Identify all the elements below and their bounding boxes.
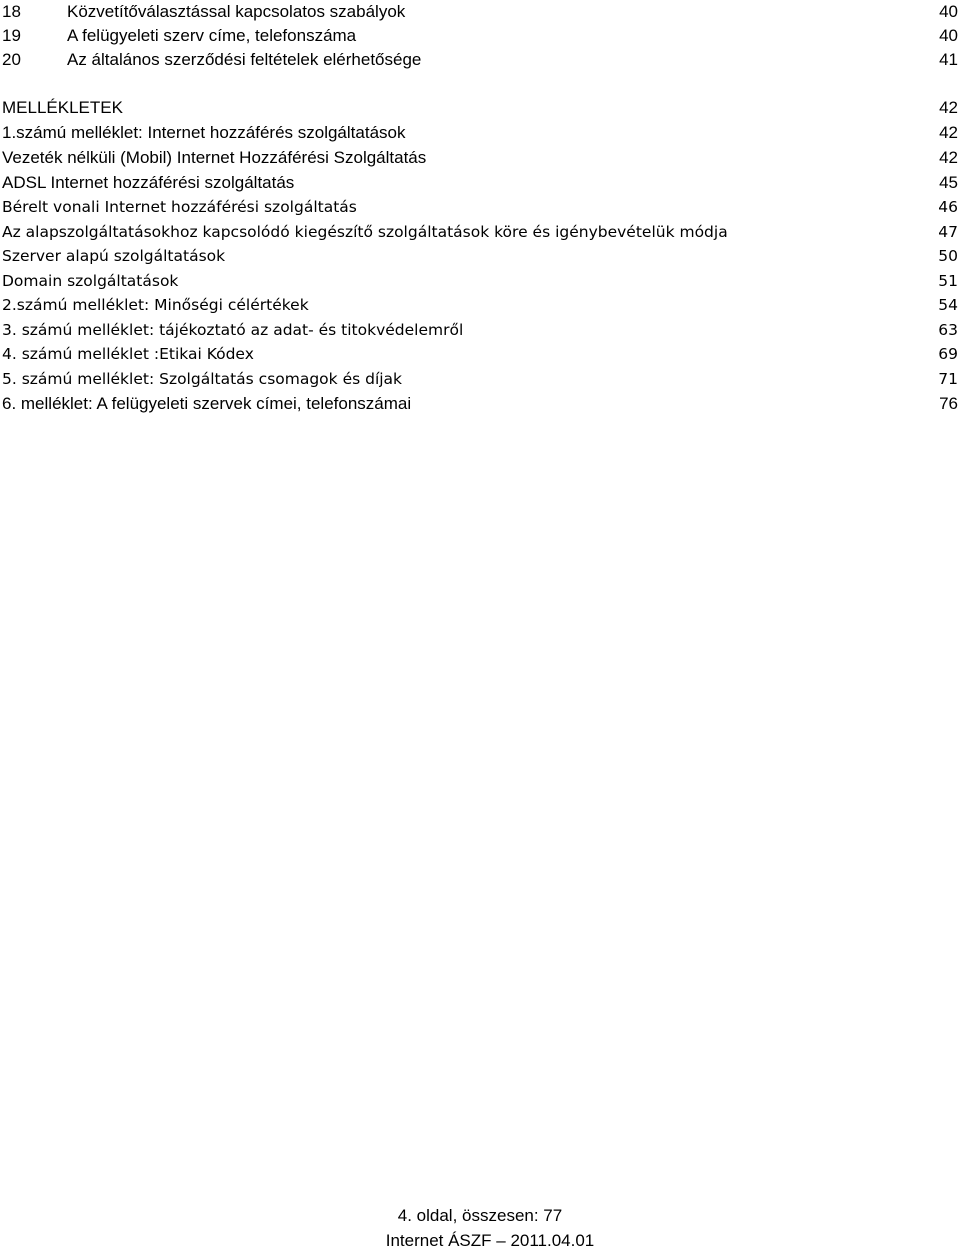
toc-entry[interactable] <box>0 0 960 24</box>
toc-entry-page: 54 <box>938 296 958 314</box>
toc-entry-page: 42 <box>939 148 958 167</box>
toc-entry[interactable] <box>0 24 960 48</box>
toc-entry-number: 19 <box>2 26 21 45</box>
toc-entry[interactable] <box>0 293 960 317</box>
toc-entry-title: ADSL Internet hozzáférési szolgáltatás <box>2 173 295 192</box>
toc-entry-page: 47 <box>938 223 958 241</box>
toc-entry-page: 71 <box>938 370 958 388</box>
toc-entry-page: 40 <box>939 2 958 21</box>
toc-entry[interactable] <box>0 269 960 293</box>
toc-entry-title: MELLÉKLETEK <box>2 98 123 117</box>
toc-entry[interactable] <box>0 392 960 416</box>
toc-entry-page: 51 <box>938 272 958 290</box>
toc-entry-page: 50 <box>938 247 958 265</box>
toc-entry-title: A felügyeleti szerv címe, telefonszáma <box>67 26 357 45</box>
toc-entry-appendix-heading[interactable] <box>0 96 960 120</box>
toc-entry-page: 63 <box>938 321 958 339</box>
toc-entry-page: 42 <box>939 98 958 117</box>
toc-entry[interactable] <box>0 220 960 244</box>
footer-document-info: Internet ÁSZF – 2011.04.01 <box>385 1231 595 1250</box>
toc-entry-page: 46 <box>938 198 958 216</box>
toc-entry[interactable] <box>0 195 960 219</box>
toc-entry-title: Szerver alapú szolgáltatások <box>2 247 226 265</box>
toc-entry[interactable] <box>0 367 960 391</box>
toc-entry[interactable] <box>0 318 960 342</box>
toc-entry-page: 40 <box>939 26 958 45</box>
toc-entry-title: 4. számú melléklet :Etikai Kódex <box>2 345 254 363</box>
toc-entry-page: 41 <box>939 50 958 69</box>
toc-entry-title: Vezeték nélküli (Mobil) Internet Hozzáférési Szolgáltatás <box>2 148 427 167</box>
toc-entry[interactable] <box>0 146 960 170</box>
toc-entry[interactable] <box>0 342 960 366</box>
toc-entry-title: Az alapszolgáltatásokhoz kapcsolódó kiegészítő szolgáltatások köre és igénybevételük módja <box>2 223 728 241</box>
toc-entry[interactable] <box>0 121 960 145</box>
toc-entry[interactable] <box>0 244 960 268</box>
toc-entry-title: 2.számú melléklet: Minőségi célértékek <box>2 296 309 314</box>
toc-entry-page: 69 <box>938 345 958 363</box>
toc-entry-page: 45 <box>939 173 958 192</box>
toc-entry-title: Az általános szerződési feltételek elérhetősége <box>67 50 422 69</box>
toc-entry-title: Közvetítőválasztással kapcsolatos szabályok <box>67 2 406 21</box>
toc-entry-page: 76 <box>939 394 958 413</box>
toc-entry-number: 20 <box>2 50 21 69</box>
toc-entry[interactable] <box>0 171 960 195</box>
toc-entry-page: 42 <box>939 123 958 142</box>
toc-entry-title: Domain szolgáltatások <box>2 272 179 290</box>
footer-page-info: 4. oldal, összesen: 77 <box>397 1206 563 1225</box>
toc-entry-title: 1.számú melléklet: Internet hozzáférés szolgáltatások <box>2 123 406 142</box>
toc-entry-title: 6. melléklet: A felügyeleti szervek címei, telefonszámai <box>2 394 412 413</box>
toc-entry[interactable] <box>0 48 960 72</box>
toc-entry-title: Bérelt vonali Internet hozzáférési szolgáltatás <box>2 198 357 216</box>
toc-entry-number: 18 <box>2 2 21 21</box>
toc-entry-title: 5. számú melléklet: Szolgáltatás csomagok és díjak <box>2 370 403 388</box>
toc-entry-title: 3. számú melléklet: tájékoztató az adat- és titokvédelemről <box>2 321 464 339</box>
